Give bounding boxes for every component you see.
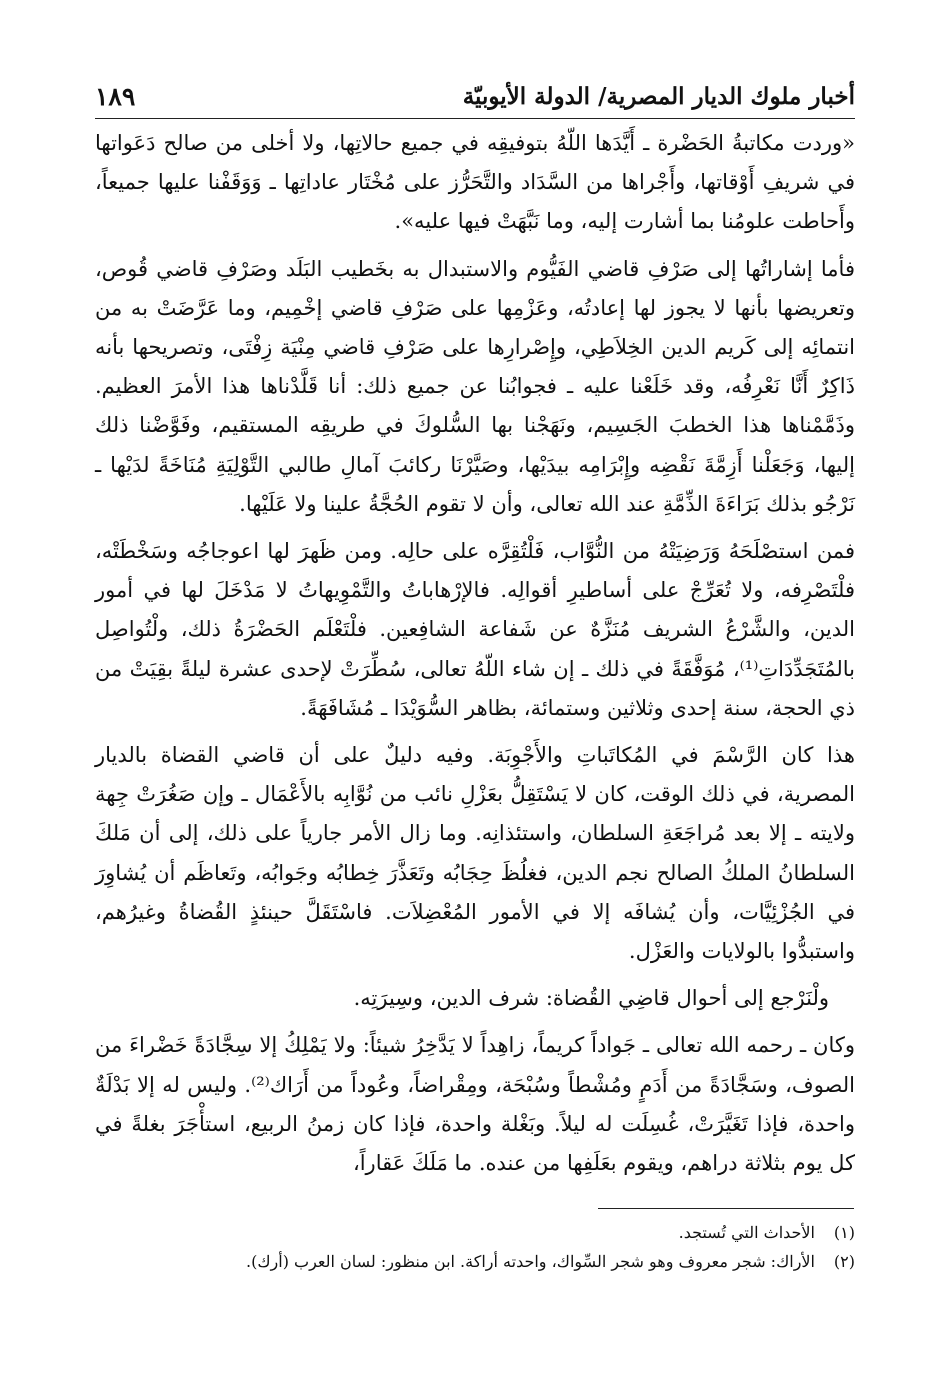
footnote-separator [598, 1208, 854, 1209]
paragraph: ولْنَرْجع إلى أحوال قاضِي القُضاة: شرف الدين، وسِيرَتِه. [353, 986, 829, 1011]
running-title: أخبار ملوك الديار المصرية/ الدولة الأيوبيّة [462, 82, 855, 110]
paragraph: «وردت مكاتبةُ الحَضْرة ـ أَيَّدَها اللّهُ بتوفيقِه في جميع حالاتِها، ولا أخلى من صالح دَعَواتها في شريفِ أَوْقاتها، وأَجْراها من السَّدَاد والتَّحَرُّز على مُخْتَار عاداتِها ـ وَوَقَفْنا عليها جميعاً، وأَحاطت علومُنا بما أشارت إليه، وما نَبَّهَتْ فيها عليه». [95, 131, 855, 234]
paragraph: هذا كان الرَّسْمَ في المُكاتَباتِ والأَجْوِبَة. وفيه دليلٌ على أن قاضي القضاة بالديار المصرية، في ذلك الوقت، كان لا يَسْتَقِلُّ بعَزْلِ نائب من نُوَّابِه بالأَعْمَال ـ وإن صَغُرَتْ جِهة ولايته ـ إلا بعد مُراجَعَةِ السلطان، واستئذانِه. وما زال الأمر جارياً على ذلك، إلى أن مَلكَ السلطانُ الملكُ الصالح نجم الدين، فغلُظَ حِجَابُه وتَعَذَّرَ خِطابُه وجَوابُه، وتَعاظَم أن يُشاوِرَ في الجُزْئِيَّات، وأن يُشافَه إلا في الأمور المُعْضِلاَت. فاسْتَقَلَّ حينئذٍ القُضاةُ وغيرُهم، واستبدُّوا بالولايات والعَزْل. [95, 743, 855, 964]
paragraph: وكان ـ رحمه الله تعالى ـ جَواداً كريماً، زاهِداً لا يَدَّخِرُ شيئاً: ولا يَمْلِكُ إلا سِجَّادَةً خَضْراءَ من الصوف، وسَجَّادَةً من أَدَمٍ ومُشْطاً وسُبْحَة، ومِقْراضاً، وعُوداً من أَرَاك⁽²⁾. وليس له إلا بَدْلَةٌ واحدة، فإذا تَغَيَّرَتْ، غُسِلَت له ليلاً. وبَغْلة واحدة، فإذا كان زمنُ الربيع، استأْجَرَ بغلةً في كل يوم بثلاثة دراهم، ويقوم بعَلَفِها من عنده. ما مَلَكَ عَقاراً، [95, 1033, 855, 1176]
footnote-text: الأحداث التي تُستجد. [678, 1223, 815, 1242]
page-number: ١٨٩ [95, 81, 136, 111]
footnote-number: (١) [833, 1223, 855, 1242]
footnote-number: (٢) [833, 1252, 855, 1271]
footnote [95, 1218, 855, 1247]
paragraph: فأما إشاراتُها إلى صَرْفِ قاضي الفَيُّوم والاستبدال به بخَطيب البَلَد وصَرْفِ قاضي قُوص، وتعريضها بأنها لا يجوز لها إعادتُه، وعَزْمِها على صَرْفِ قاضي إخْمِيم، وما عَرَّضَتْ به من انتمائِه إلى كَريم الدين الخِلاَطِي، وإِصْرارِها على صَرْفِ قاضي مِنْيَة زِفْتَى، وتصريحها بأنه ذَاكِرٌ أَنَّا نَعْرِفُه، وقد خَلَعْنا عليه ـ فجوابُنا عن جميع ذلك: أنا قَلَّدْناها هذا الأمرَ العظيم. وذَمَّمْناها هذا الخطبَ الجَسِيم، ونَهَجْنا بها السُّلوكَ في طريقِه المستقيم، وفَوَّضْنا ذلك إليها، وَجَعَلْنا أَزِمَّةَ نَقْضِه وإِبْرَامِه بيدَيْها، وصَيَّرْنَا ركائبَ آمالِ طالبي التَّوْلِيَةِ مُنَاخَةً لدَيْها ـ نَرْجُو بذلك بَرَاءَةَ الذِّمَّةِ عند الله تعالى، وأن لا تقوم الحُجَّةُ علينا ولا عَلَيْها. [95, 256, 855, 516]
footnotes [95, 1218, 855, 1276]
footnote-text: الأراك: شجر معروف وهو شجر السِّواك، واحدته أراكة. ابن منظور: لسان العرب (أرك). [246, 1252, 815, 1271]
footnote [95, 1247, 855, 1276]
page-header [95, 74, 855, 119]
main-text [95, 124, 855, 1183]
paragraph: فمن استصْلَحَهُ وَرَضِيَتْهُ من النُّوَّاب، فَلْتُقِرَّه على حالِه. ومن ظَهرَ لها اعوجاجُه وسَخْطَتْه، فلْتَصْرِفه، ولا تُعَرِّجْ على أساطيرِ أقوالِه. فالإرْهاباتُ والتَّمْوِيهاتُ لا مَدْخَلَ لها في أمور الدين، والشَّرْعُ الشريف مُنَزَّهٌ عن شَفاعة الشافِعين. فلْتَعْلَم الحَضْرَةُ ذلك، ولْتُواصِل بالمُتَجَدِّدَاتِ⁽¹⁾، مُوَفَّقَةً في ذلك ـ إن شاء اللّهُ تعالى، سُطِّرَتْ لإحدى عشرة ليلةً بقِيَتْ من ذي الحجة، سنة إحدى وثلاثين وستمائة، بظاهر السُّوَيْدَا ـ مُشَافَهَةً. [95, 539, 855, 720]
